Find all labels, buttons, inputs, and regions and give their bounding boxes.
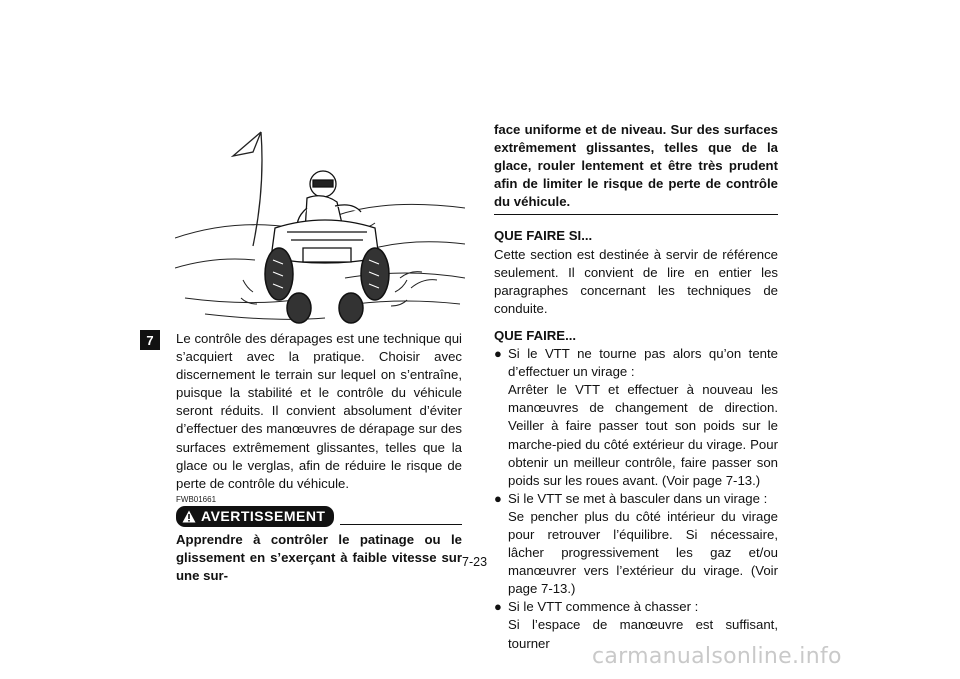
warning-text-end: face uniforme et de niveau. Sur des surfaces extrêmement glissantes, telles que de la glace, rouler lentement et être très prudent afin de limiter le risque de perte de contrôle du véhicule. bbox=[494, 121, 778, 215]
section-title-que-faire: QUE FAIRE... bbox=[494, 327, 577, 343]
warning-label: AVERTISSEMENT bbox=[201, 508, 326, 525]
bullet-detail: Se pencher plus du côté intérieur du virage pour retrouver l’équilibre. Si nécessaire, lâcher progressivement les gaz et/ou manœuvrer vers l’extérieur du virage. (Voir page 7-13.) bbox=[508, 508, 778, 597]
list-item bbox=[494, 345, 778, 490]
bullet-icon: ● bbox=[494, 490, 502, 506]
warning-text-start: Apprendre à contrôler le patinage ou le glissement en s’exerçant à faible vitesse sur une sur- bbox=[176, 531, 462, 584]
left-column bbox=[176, 330, 462, 585]
bullet-icon: ● bbox=[494, 346, 502, 362]
warning-triangle-icon bbox=[182, 510, 196, 523]
bullet-detail: Arrêter le VTT et effectuer à nouveau les manœuvres de changement de direction. Veiller à faire passer tout son poids sur le marche-pied du côté extérieur du virage. Pour obtenir un meilleur contrôle, faire passer son poids sur les roues avant. (Voir page 7-13.) bbox=[508, 382, 778, 488]
page-number: 7-23 bbox=[462, 555, 488, 569]
bullet-lead: Si le VTT commence à chasser : bbox=[508, 599, 699, 615]
warning-header bbox=[176, 506, 462, 527]
warning-rule bbox=[340, 524, 462, 525]
bullet-icon: ● bbox=[494, 599, 502, 615]
list-item bbox=[494, 490, 778, 599]
bullet-lead: Si le VTT se met à basculer dans un virage : bbox=[508, 490, 768, 506]
bullet-detail: Si l’espace de manœuvre est suffisant, tourner bbox=[508, 617, 778, 651]
warning-badge bbox=[176, 506, 334, 527]
chapter-number: 7 bbox=[146, 332, 154, 348]
section-intro-text: Cette section est destinée à servir de référence seulement. Il convient de lire en entier les paragraphes concernant les techniques de conduite. bbox=[494, 246, 778, 316]
section-title-que-faire-si: QUE FAIRE SI... bbox=[494, 228, 593, 244]
atv-rider-illustration bbox=[175, 128, 465, 324]
skid-control-paragraph: Le contrôle des dérapages est une technique qui s’acquiert avec la pratique. Choisir avec discernement le terrain sur lequel on s’entraîne, puisque la stabilité et le contrôle du véhicule seront réduits. Il convient absolument d’éviter d’effectuer des manœuvres de dérapage sur des surfaces extrêmement glissantes, telles que la glace ou le verglas, afin de réduire le risque de perte de contrôle du véhicule. bbox=[176, 331, 462, 491]
bullet-lead: Si le VTT ne tourne pas alors qu’on tente d’effectuer un virage : bbox=[508, 346, 778, 380]
watermark: carmanualsonline.info bbox=[592, 644, 842, 669]
right-column bbox=[494, 121, 778, 653]
warning-code: FWB01661 bbox=[176, 494, 217, 504]
chapter-tab bbox=[140, 330, 160, 350]
